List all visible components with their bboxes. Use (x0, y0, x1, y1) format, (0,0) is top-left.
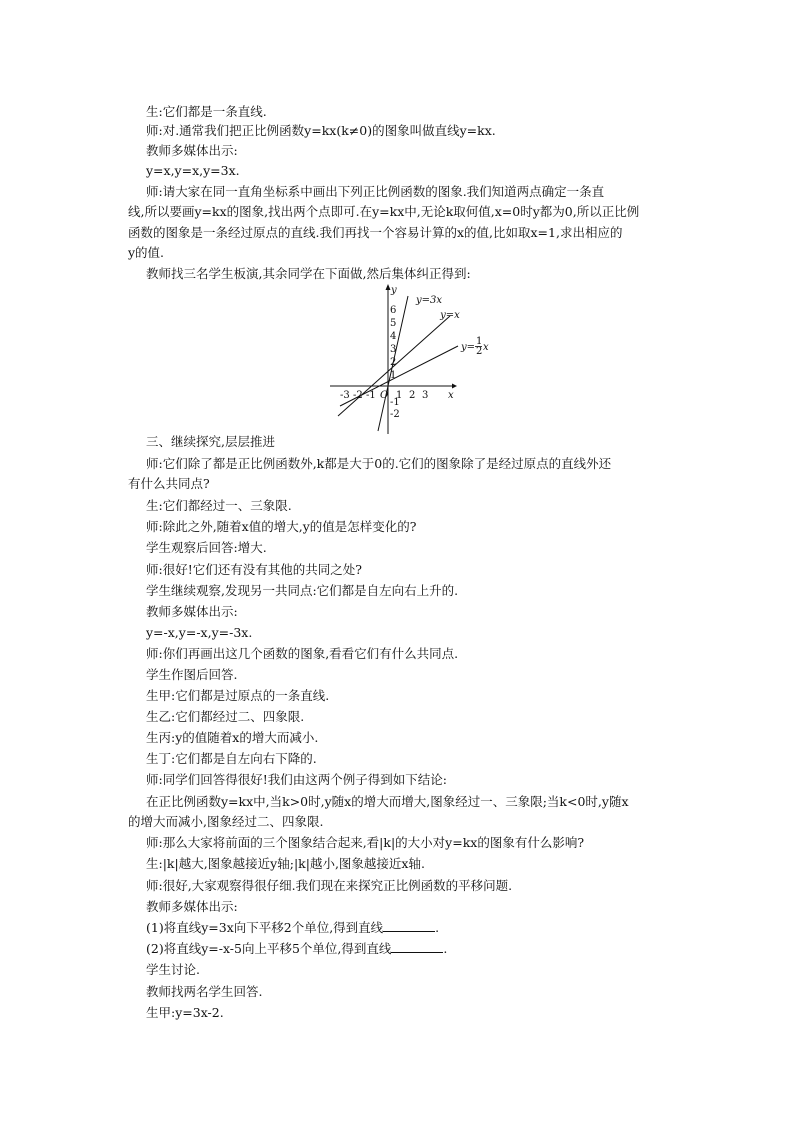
x-tick: -1 (366, 390, 376, 401)
y-tick: 1 (390, 370, 397, 381)
text-line: 教师找两名学生回答. (146, 984, 263, 999)
text-line: 线,所以要画y=kx的图象,找出两个点即可.在y=kx中,无论k取何值,x=0时y都为0,所以正比例 (128, 204, 640, 219)
label-half-denominator: 2 (476, 346, 483, 357)
text-line: (1)将直线y=3x向下平移2个单位,得到直线 . (146, 920, 440, 935)
text-line: 生:|k|越大,图象越接近y轴;|k|越小,图象越接近x轴. (146, 856, 425, 871)
text-line: y=x,y=x,y=3x. (146, 163, 240, 178)
answer-blank (391, 940, 443, 953)
text-line: 函数的图象是一条经过原点的直线.我们再找一个容易计算的x的值,比如取x=1,求出相应的 (128, 225, 623, 240)
text-line: 师:请大家在同一直角坐标系中画出下列正比例函数的图象.我们知道两点确定一条直 (146, 184, 605, 199)
text-line: 学生观察后回答:增大. (146, 540, 267, 555)
answer-blank (383, 919, 435, 932)
x-tick: 1 (396, 390, 403, 401)
text-line: 生甲:它们都是过原点的一条直线. (146, 688, 330, 703)
text-line: 生:它们都是一条直线. (146, 104, 267, 119)
text-line: 学生讨论. (146, 962, 200, 977)
label-y-x: y=x (440, 310, 460, 321)
text-line: y=-x,y=-x,y=-3x. (146, 625, 253, 640)
y-axis-arrow (386, 284, 391, 290)
text-line: 教师多媒体出示: (146, 604, 238, 619)
question-1: (1)将直线y=3x向下平移2个单位,得到直线 (146, 920, 384, 935)
y-tick: -2 (390, 409, 400, 420)
text-line: (2)将直线y=-x-5向上平移5个单位,得到直线 . (146, 941, 448, 956)
x-tick: -2 (353, 390, 363, 401)
text-line: 有什么共同点? (128, 476, 210, 491)
text-line: 师:很好!它们还有没有其他的共同之处? (146, 562, 362, 577)
question-2: (2)将直线y=-x-5向上平移5个单位,得到直线 (146, 941, 392, 956)
text-line: 师:同学们回答得很好!我们由这两个例子得到如下结论: (146, 772, 447, 787)
origin-label: O (380, 390, 389, 401)
text-line: 生丙:y的值随着x的增大而减小. (146, 730, 319, 745)
text-line: 师:那么大家将前面的三个图象结合起来,看|k|的大小对y=kx的图象有什么影响? (146, 835, 585, 850)
x-tick: 3 (422, 390, 429, 401)
label-half-prefix: y= (461, 342, 476, 353)
y-tick: 4 (390, 331, 397, 342)
text-line: 师:对.通常我们把正比例函数y=kx(k≠0)的图象叫做直线y=kx. (146, 123, 496, 138)
label-half-numerator: 1 (476, 336, 483, 347)
section-heading: 三、继续探究,层层推进 (146, 434, 275, 449)
text-line: 教师多媒体出示: (146, 143, 238, 158)
y-tick: 2 (390, 357, 397, 368)
x-tick: 2 (409, 390, 416, 401)
y-tick: 5 (390, 318, 397, 329)
label-y-half-x (460, 336, 489, 357)
x-tick: -3 (340, 390, 350, 401)
y-tick: -1 (390, 397, 400, 408)
text-line: 教师多媒体出示: (146, 899, 238, 914)
function-graph (330, 284, 489, 434)
text-line: 生:它们都经过一、三象限. (146, 498, 292, 513)
x-axis-arrow (452, 384, 457, 389)
text-line: y的值. (128, 245, 165, 260)
text-line: 师:它们除了都是正比例函数外,k都是大于0的.它们的图象除了是经过原点的直线外还 (146, 456, 612, 471)
y-tick: 6 (390, 305, 397, 316)
text-line: 师:你们再画出这几个函数的图象,看看它们有什么共同点. (146, 646, 459, 661)
text-line: 师:除此之外,随着x值的增大,y的值是怎样变化的? (146, 519, 417, 534)
text-line: 师:很好,大家观察得很仔细.我们现在来探究正比例函数的平移问题. (146, 878, 513, 893)
text-line: 生丁:它们都是自左向右下降的. (146, 751, 317, 766)
y-tick: 3 (390, 344, 397, 355)
text-line: 教师找三名学生板演,其余同学在下面做,然后集体纠正得到: (146, 266, 471, 281)
label-half-var: x (483, 342, 489, 353)
text-line: 的增大而减小,图象经过二、四象限. (128, 814, 324, 829)
text-line: 学生作图后回答. (146, 667, 238, 682)
y-axis-label: y (391, 285, 397, 296)
text-line: 学生继续观察,发现另一共同点:它们都是自左向右上升的. (146, 583, 459, 598)
text-line: 在正比例函数y=kx中,当k>0时,y随x的增大而增大,图象经过一、三象限;当k<0时,y随x (146, 794, 629, 809)
text-line: 生乙:它们都经过二、四象限. (146, 709, 305, 724)
label-y-3x: y=3x (416, 295, 443, 306)
text-line: 生甲:y=3x-2. (146, 1005, 224, 1020)
x-axis-label: x (448, 390, 454, 401)
